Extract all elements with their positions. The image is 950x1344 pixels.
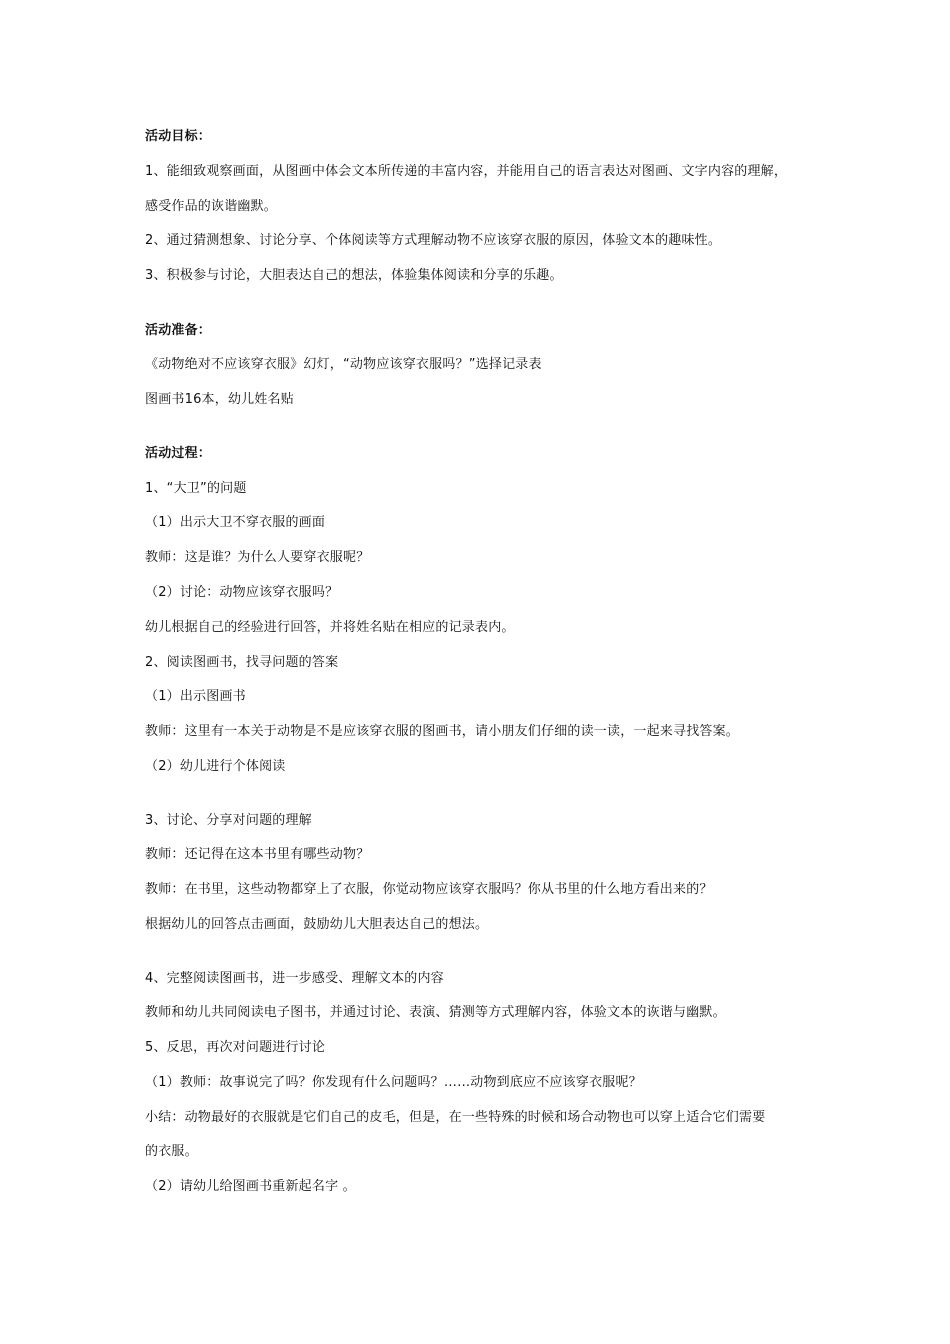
process-line: （2）幼儿进行个体阅读	[145, 759, 286, 774]
goal-item-1-continued: 感受作品的诙谐幽默。	[145, 199, 278, 214]
goal-item-3: 3、积极参与讨论，大胆表达自己的想法，体验集体阅读和分享的乐趣。	[145, 268, 563, 283]
goals-heading: 活动目标：	[145, 129, 212, 144]
process-line: 教师和幼儿共同阅读电子图书，并通过讨论、表演、猜测等方式理解内容，体验文本的诙谐与幽默。	[145, 1005, 726, 1020]
process-line: 小结：动物最好的衣服就是它们自己的皮毛，但是，在一些特殊的时候和场合动物也可以穿上适合它们需要	[145, 1110, 766, 1125]
process-step: 1、“大卫”的问题	[145, 481, 247, 496]
process-step: 2、阅读图画书，找寻问题的答案	[145, 655, 339, 670]
process-line: （1）出示大卫不穿衣服的画面	[145, 515, 326, 530]
process-line: 教师：这是谁？为什么人要穿衣服呢？	[145, 550, 370, 565]
process-line: 教师：在书里，这些动物都穿上了衣服，你觉动物应该穿衣服吗？你从书里的什么地方看出来的？	[145, 882, 713, 897]
process-line: （2）讨论：动物应该穿衣服吗？	[145, 585, 339, 600]
process-heading: 活动过程：	[145, 446, 212, 461]
goal-item-1: 1、能细致观察画面，从图画中体会文本所传递的丰富内容，并能用自己的语言表达对图画、文字内容的理解，	[145, 164, 788, 179]
process-step: 5、反思，再次对问题进行讨论	[145, 1040, 326, 1055]
process-line: 的衣服。	[145, 1144, 198, 1159]
process-line: 教师：还记得在这本书里有哪些动物？	[145, 847, 370, 862]
process-line: 根据幼儿的回答点击画面，鼓励幼儿大胆表达自己的想法。	[145, 917, 489, 932]
preparation-heading: 活动准备：	[145, 323, 212, 338]
process-line: 幼儿根据自己的经验进行回答，并将姓名贴在相应的记录表内。	[145, 620, 515, 635]
preparation-line-2: 图画书16本，幼儿姓名贴	[145, 392, 294, 407]
process-line: 教师：这里有一本关于动物是不是应该穿衣服的图画书，请小朋友们仔细的读一读，一起来寻找答案。	[145, 724, 740, 739]
goal-item-2: 2、通过猜测想象、讨论分享、个体阅读等方式理解动物不应该穿衣服的原因，体验文本的趣味性。	[145, 233, 722, 248]
process-line: （2）请幼儿给图画书重新起名字 。	[145, 1179, 356, 1194]
process-line: （1）教师：故事说完了吗？你发现有什么问题吗？……动物到底应不应该穿衣服呢？	[145, 1075, 642, 1090]
process-line: （1）出示图画书	[145, 689, 246, 704]
process-step: 4、完整阅读图画书，进一步感受、理解文本的内容	[145, 971, 444, 986]
preparation-line-1: 《动物绝对不应该穿衣服》幻灯，“动物应该穿衣服吗？”选择记录表	[145, 357, 542, 372]
process-step: 3、讨论、分享对问题的理解	[145, 813, 312, 828]
